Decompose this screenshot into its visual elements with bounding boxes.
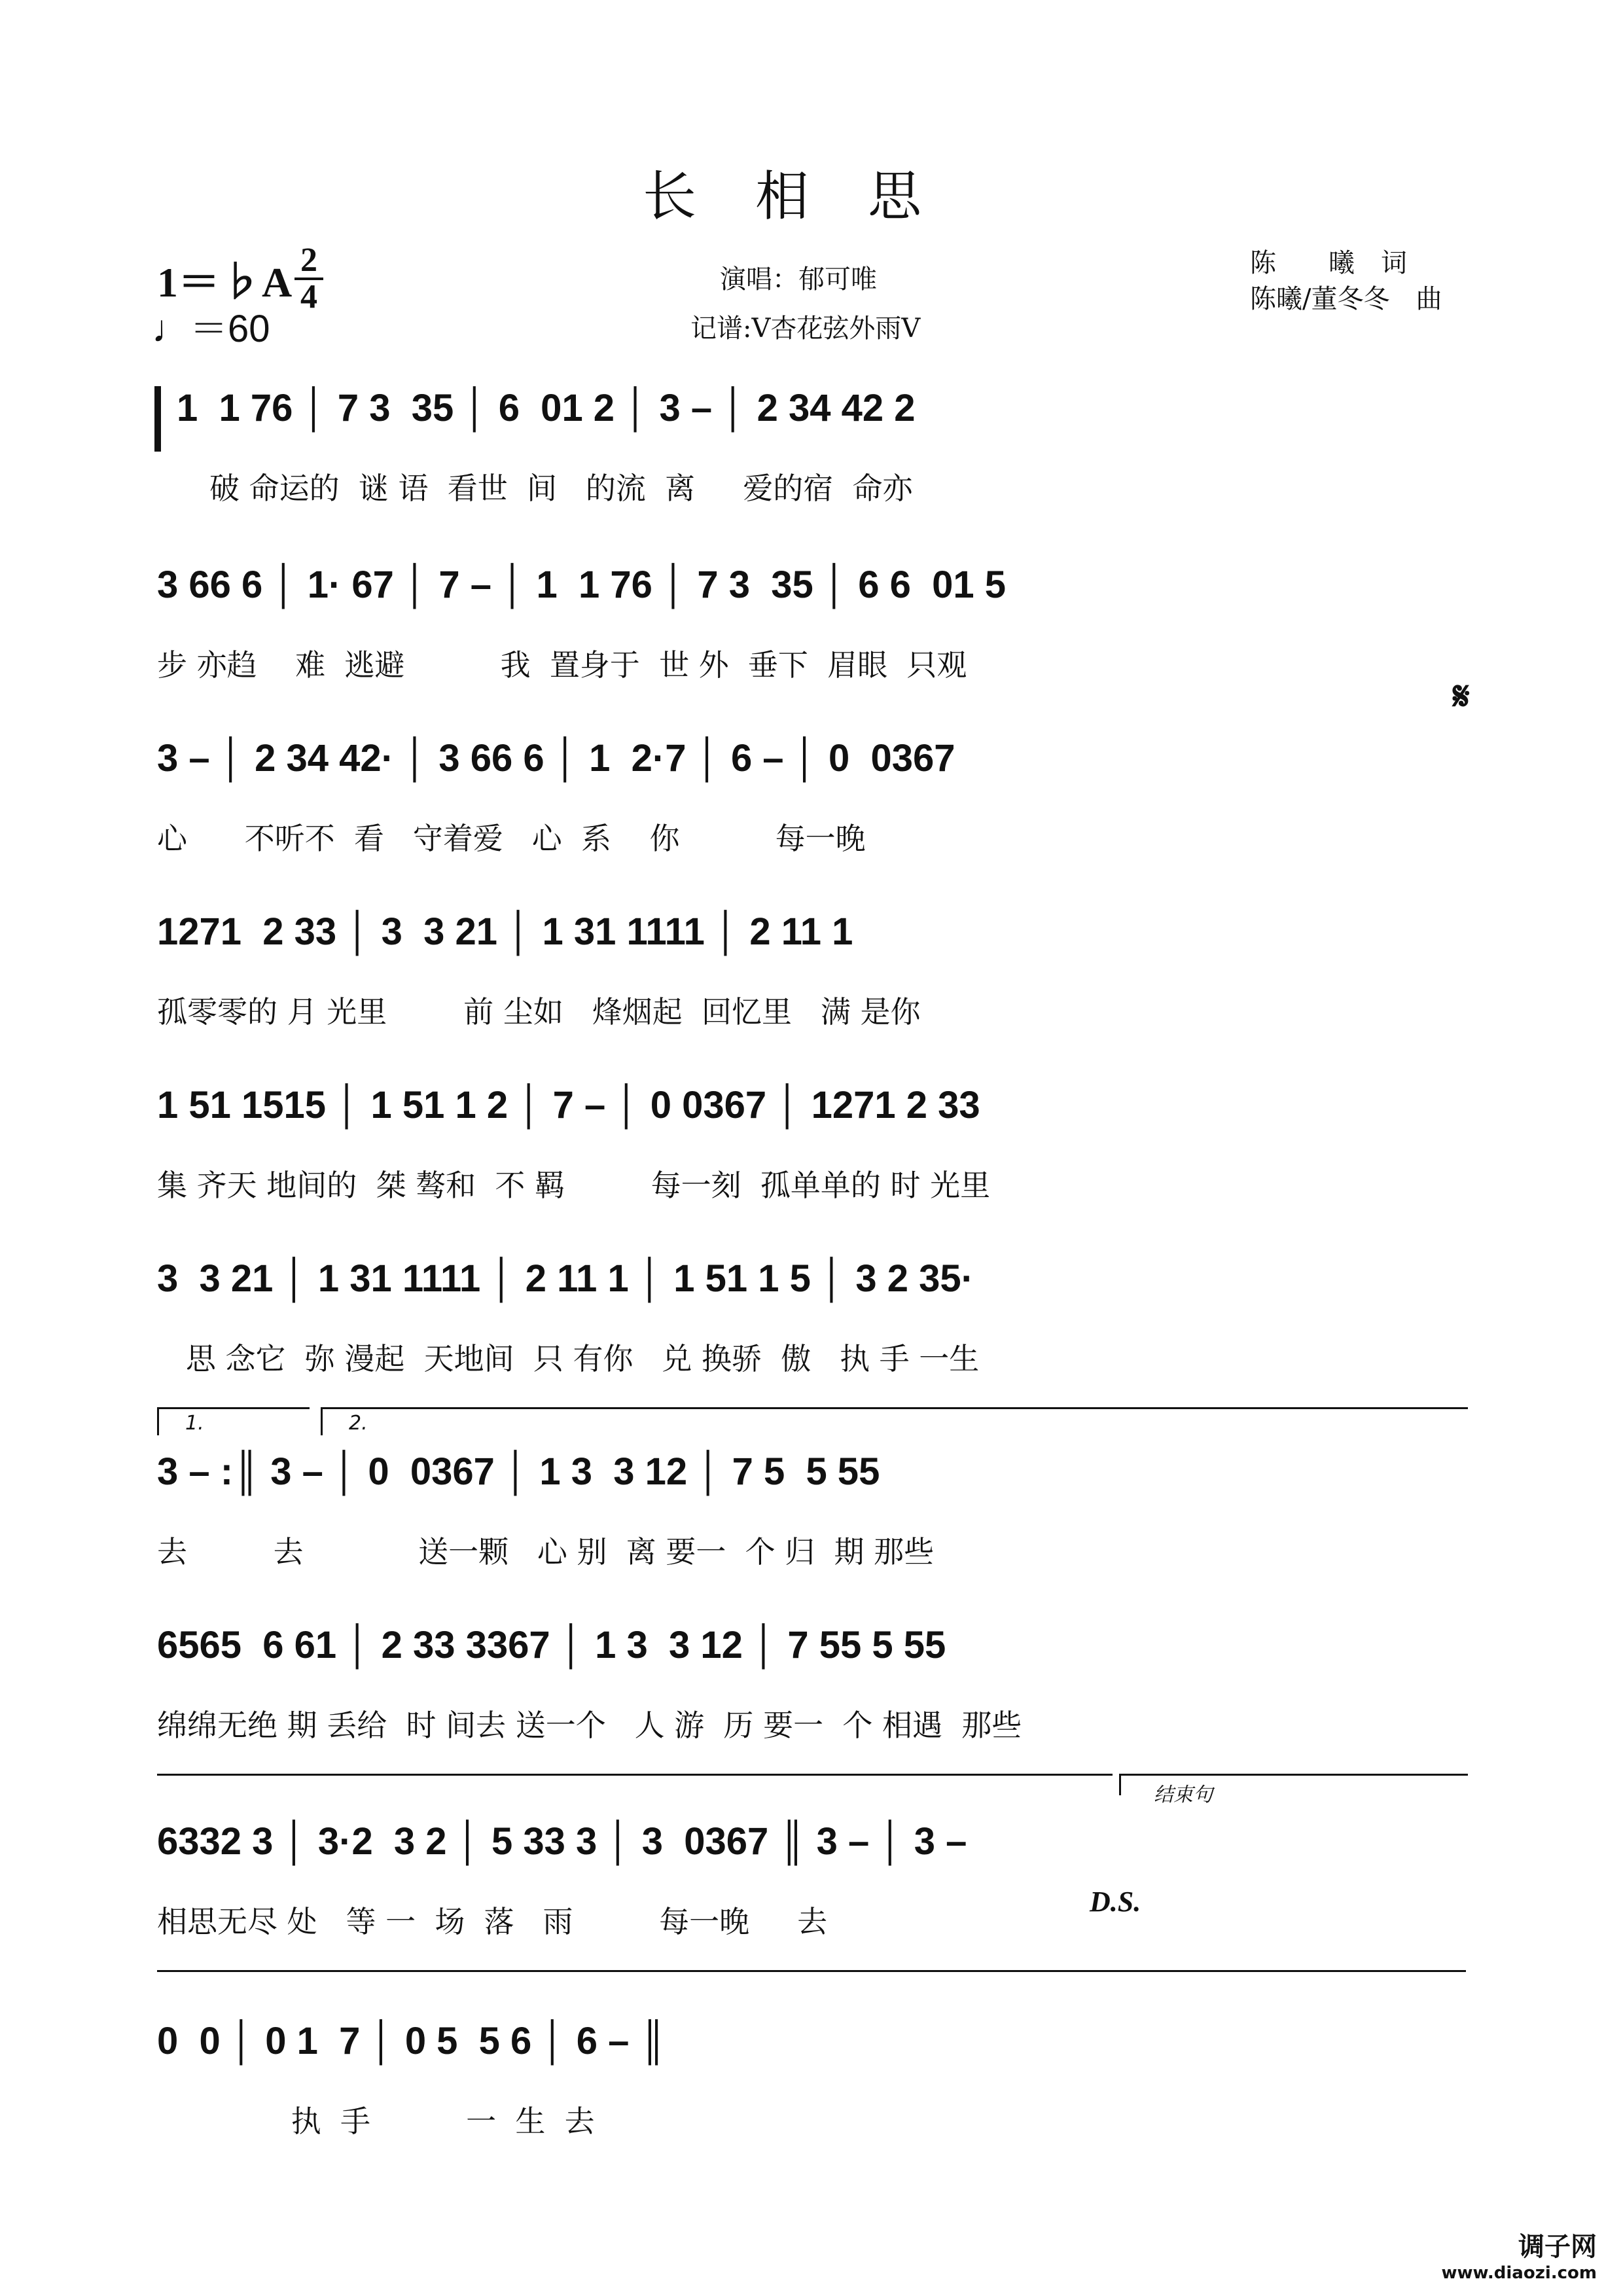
time-signature-bottom: 4 xyxy=(300,278,317,315)
row-7-notes: 3 – :║ 3 – │ 0 0367 │ 1 3 3 12 │ 7 5 5 55 xyxy=(157,1450,880,1493)
key-signature: 1＝♭A xyxy=(157,259,293,306)
row-5-notes: 1 51 1515 │ 1 51 1 2 │ 7 – │ 0 0367 │ 1271 2 33 xyxy=(157,1084,980,1126)
row-4-lyrics: 孤零零的 月 光里 前 尘如 烽烟起 回忆里 满 是你 xyxy=(157,994,921,1030)
row-6-lyrics: 思 念它 弥 漫起 天地间 只 有你 兑 换骄 傲 执 手 一生 xyxy=(157,1341,980,1376)
ds-marking: D.S. xyxy=(1090,1886,1141,1918)
lyricist-credit: 陈 曦 词 xyxy=(1250,248,1407,278)
section-bracket xyxy=(157,1774,1113,1795)
watermark-url: www.diaozi.com xyxy=(1441,2263,1597,2283)
row-2-lyrics: 步 亦趋 难 逃避 我 置身于 世 外 垂下 眉眼 只观 xyxy=(157,647,967,683)
watermark-site-name: 调子网 xyxy=(1518,2232,1597,2262)
row-5-lyrics: 集 齐天 地间的 桀 骜和 不 羁 每一刻 孤单单的 时 光里 xyxy=(157,1168,991,1203)
singer-credit: 演唱：郁可唯 xyxy=(720,264,877,295)
row-2-notes: 3 66 6 │ 1· 67 │ 7 – │ 1 1 76 │ 7 3 35 │ 6 6 01 5 xyxy=(157,564,1006,606)
tempo-marking: ♩＝60 xyxy=(152,308,270,350)
coda-bracket xyxy=(1119,1774,1468,1806)
time-signature-top: 2 xyxy=(300,242,317,279)
coda-label: 结束句 xyxy=(1154,1784,1213,1806)
row-4-notes: 1271 2 33 │ 3 3 21 │ 1 31 1111 │ 2 11 1 xyxy=(157,910,853,953)
page-title: 长相思 xyxy=(642,166,980,228)
final-system-line xyxy=(157,1970,1466,1972)
time-signature xyxy=(294,243,323,314)
row-1-lyrics: 破 命运的 谜 语 看世 间 的流 离 爱的宿 命亦 xyxy=(209,471,913,506)
transcriber-credit: 记谱:V杏花弦外雨V xyxy=(690,314,921,344)
row-6-notes: 3 3 21 │ 1 31 1111 │ 2 11 1 │ 1 51 1 5 │ 3 2 35· xyxy=(157,1257,974,1300)
first-ending-label: 1. xyxy=(185,1412,204,1435)
repeat-start-bar xyxy=(154,386,161,452)
row-8-notes: 6565 6 61 │ 2 33 3367 │ 1 3 3 12 │ 7 55 5 55 xyxy=(157,1624,946,1666)
row-8-lyrics: 绵绵无绝 期 丢给 时 间去 送一个 人 游 历 要一 个 相遇 那些 xyxy=(157,1708,1022,1743)
first-ending-bracket xyxy=(157,1407,310,1435)
site-watermark xyxy=(1442,2226,1597,2283)
row-1-notes: 1 1 76 │ 7 3 35 │ 6 01 2 │ 3 – │ 2 34 42 2 xyxy=(177,387,916,429)
second-ending-bracket xyxy=(321,1407,1468,1435)
row-10-lyrics: 执 手 一 生 去 xyxy=(157,2104,595,2139)
row-3-notes: 3 – │ 2 34 42· │ 3 66 6 │ 1 2·7 │ 6 – │ 0 0367 xyxy=(157,737,955,780)
second-ending-label: 2. xyxy=(349,1412,368,1435)
row-7-lyrics: 去 去 送一颗 心 别 离 要一 个 归 期 那些 xyxy=(157,1534,935,1570)
row-9-notes: 6332 3 │ 3·2 3 2 │ 5 33 3 │ 3 0367 ║ 3 – │ 3 – xyxy=(157,1820,967,1863)
segno-sign: 𝄋 xyxy=(1453,675,1470,718)
composer-credit: 陈曦/董冬冬 曲 xyxy=(1250,284,1442,314)
row-3-lyrics: 心 不听不 看 守着爱 心 系 你 每一晚 xyxy=(157,821,866,856)
row-10-notes: 0 0 │ 0 1 7 │ 0 5 5 6 │ 6 – ║ xyxy=(157,2020,667,2062)
row-9-lyrics: 相思无尽 处 等 一 场 落 雨 每一晚 去 xyxy=(157,1904,828,1939)
